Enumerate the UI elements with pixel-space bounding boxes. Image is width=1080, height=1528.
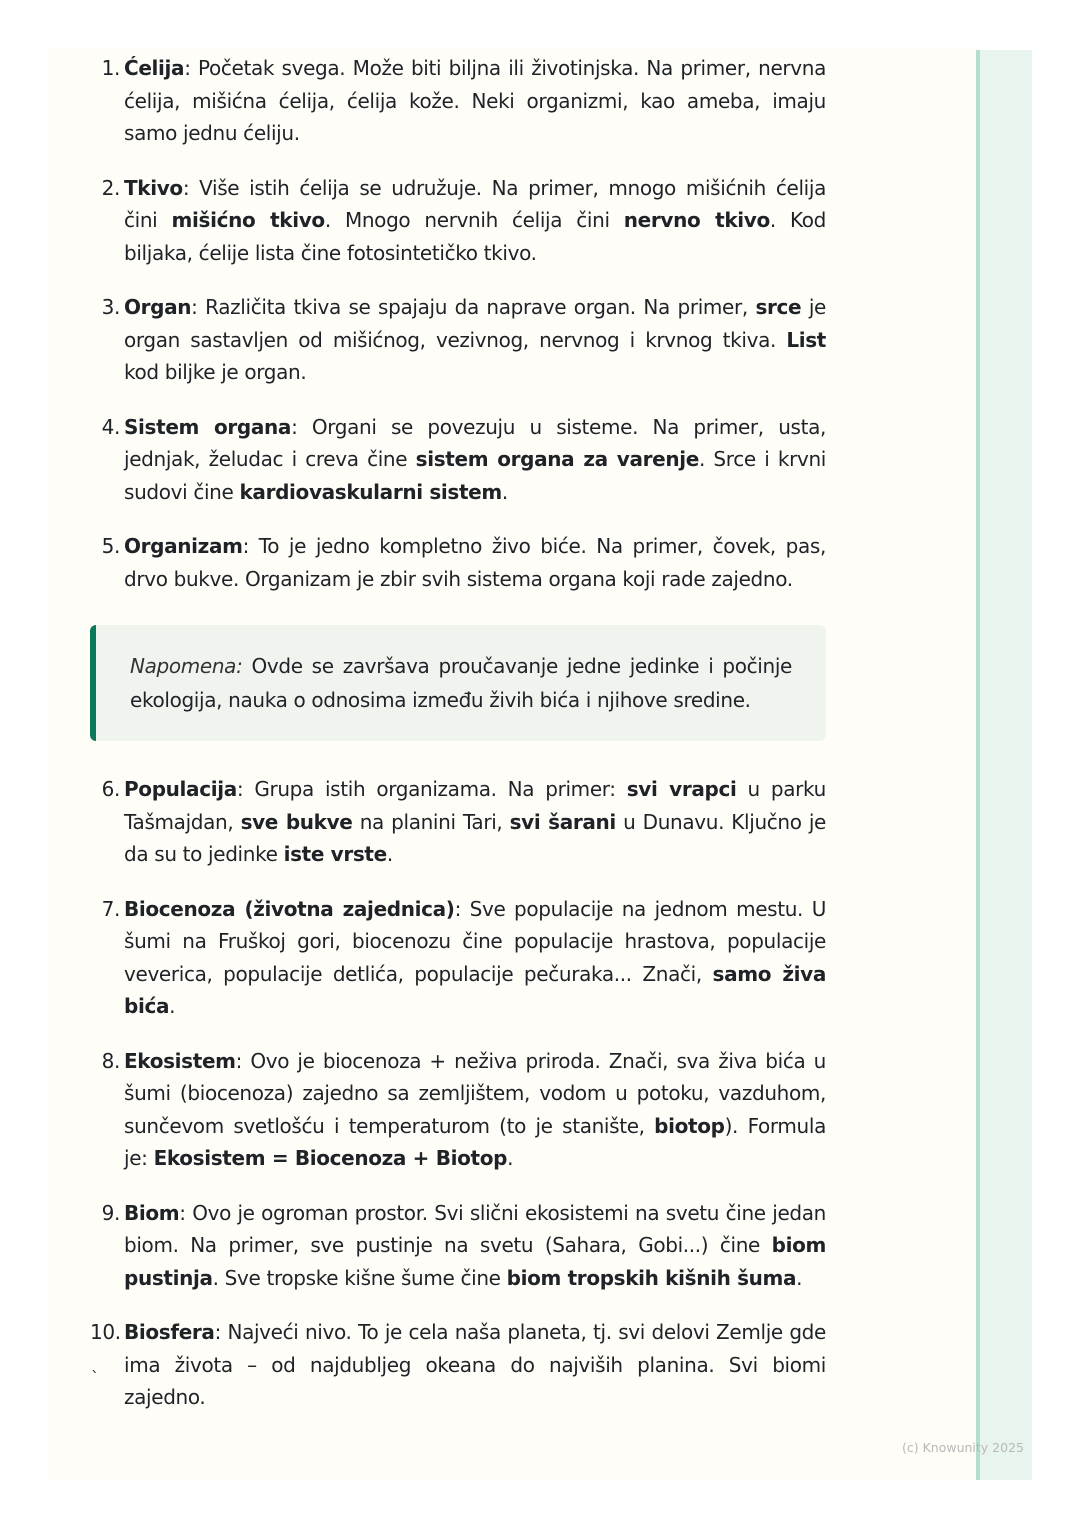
- bold-phrase: mišićno tkivo: [171, 208, 325, 232]
- list-item: [90, 773, 826, 871]
- item-text: . Mnogo nervnih ćelija čini: [324, 208, 624, 232]
- document-content: [90, 52, 826, 1436]
- item-number: 9.: [101, 1200, 120, 1225]
- list-item: [90, 52, 826, 150]
- bold-phrase: List: [786, 327, 826, 352]
- item-text: : Ovo je biocenoza + neživa priroda. Znači, sva živa bića u šumi (biocenoza) zajedno sa zemljištem, vodom u potoku, vazduhom, sunčevom svetlošću i temperaturom (to je stanište,: [124, 1048, 826, 1138]
- item-number: 3.: [101, 295, 120, 319]
- item-text: . Sve tropske kišne šume čine: [212, 1265, 507, 1290]
- item-text: : Ovo je ogroman prostor. Svi slični ekosistemi na svetu čine jedan biom. Na primer, sve pustinje na svetu (Sahara, Gobi...) čine: [124, 1200, 826, 1257]
- bold-phrase: Ekosistem = Biocenoza + Biotop: [153, 1146, 508, 1170]
- note-callout: [90, 625, 826, 741]
- bold-phrase: samo živa bića: [124, 961, 826, 1018]
- item-text: . Kod biljaka, ćelije lista čine fotosintetičko tkivo.: [124, 208, 826, 265]
- item-text: u parku Tašmajdan,: [124, 777, 826, 834]
- item-number: 1.: [101, 56, 120, 80]
- bold-phrase: kardiovaskularni sistem: [239, 479, 502, 504]
- item-text: : To je jedno kompletno živo biće. Na primer, čovek, pas, drvo bukve. Organizam je zbir svih sistema organa koji rade zajedno.: [124, 534, 826, 591]
- item-term: Biosfera: [124, 1320, 215, 1344]
- item-number: 10.: [90, 1320, 121, 1344]
- list-item: [90, 893, 826, 1023]
- item-number: 4.: [101, 414, 120, 439]
- list-item: [90, 411, 826, 509]
- item-number: 8.: [101, 1048, 120, 1073]
- item-term: Populacija: [124, 777, 237, 801]
- bold-phrase: nervno tkivo: [623, 208, 770, 232]
- item-term: Tkivo: [124, 175, 183, 200]
- list-item: [90, 1045, 826, 1175]
- bold-phrase: iste vrste: [283, 842, 387, 866]
- note-label: Napomena:: [130, 654, 243, 678]
- bold-phrase: svi šarani: [509, 809, 616, 834]
- item-text: : Organi se povezuju u sisteme. Na primer, usta, jednjak, želudac i creva čine: [124, 414, 826, 471]
- item-text: kod biljke je organ.: [124, 360, 307, 384]
- item-text: : Sve populacije na jednom mestu. U šumi na Fruškoj gori, biocenozu čine populacije hrastova, populacije veverica, populacije detlića, populacije pečuraka... Znači,: [124, 896, 826, 986]
- list-item: [90, 1316, 826, 1414]
- item-term: Sistem organa: [124, 414, 292, 439]
- item-number: 2.: [101, 175, 120, 200]
- side-decoration-strip: [976, 50, 1032, 1480]
- item-text: ). Formula je:: [124, 1113, 826, 1170]
- item-text: : Najveći nivo. To je cela naša planeta, tj. svi delovi Zemlje gde ima života – od najdubljeg okeana do najviših planina. Svi biomi zajedno.: [124, 1320, 826, 1409]
- list-item: [90, 530, 826, 595]
- item-term: Biom: [124, 1200, 180, 1225]
- item-term: Ekosistem: [124, 1048, 236, 1073]
- note-text: Ovde se završava proučavanje jedne jedinke i počinje ekologija, nauka o odnosima između živih bića i njihove sredine.: [130, 654, 792, 712]
- bold-phrase: biom tropskih kišnih šuma: [506, 1265, 797, 1290]
- item-number: 7.: [101, 896, 120, 921]
- list-item: [90, 291, 826, 389]
- item-text: : Grupa istih organizama. Na primer:: [236, 777, 627, 801]
- item-term: Organizam: [124, 534, 243, 558]
- list-item: [90, 1197, 826, 1295]
- item-term: Biocenoza (životna zajednica): [124, 896, 455, 921]
- item-text: u Dunavu. Ključno je da su to jedinke: [124, 809, 826, 866]
- item-number: 6.: [101, 777, 120, 801]
- item-text: .: [386, 842, 393, 866]
- item-term: Organ: [124, 295, 192, 319]
- copyright-footer: (c) Knowunity 2025: [902, 1440, 1024, 1455]
- item-text: : Početak svega. Može biti biljna ili životinjska. Na primer, nervna ćelija, mišićna ćelija, ćelija kože. Neki organizmi, kao ameba, imaju samo jednu ćeliju.: [124, 56, 826, 145]
- bold-phrase: biotop: [654, 1113, 725, 1138]
- organization-levels-list-part1: [90, 52, 826, 595]
- bold-phrase: sistem organa za varenje: [415, 447, 699, 471]
- organization-levels-list-part2: [90, 773, 826, 1414]
- bold-phrase: srce: [755, 295, 802, 319]
- item-text: : Različita tkiva se spajaju da naprave organ. Na primer,: [191, 295, 756, 319]
- item-text: .: [796, 1265, 803, 1290]
- item-text: .: [507, 1146, 514, 1170]
- bold-phrase: sve bukve: [240, 809, 353, 834]
- item-term: Ćelija: [124, 56, 185, 80]
- bold-phrase: svi vrapci: [626, 777, 737, 801]
- stray-backtick: `: [91, 1368, 99, 1387]
- list-item: [90, 172, 826, 270]
- item-number: 5.: [101, 534, 120, 558]
- item-text: .: [501, 479, 508, 504]
- item-text: . Srce i krvni sudovi čine: [124, 447, 826, 504]
- bold-phrase: biom pustinja: [124, 1233, 826, 1290]
- item-text: .: [169, 994, 176, 1018]
- item-text: : Više istih ćelija se udružuje. Na primer, mnogo mišićnih ćelija čini: [124, 175, 826, 232]
- item-text: na planini Tari,: [352, 809, 510, 834]
- item-text: je organ sastavljen od mišićnog, vezivnog, nervnog i krvnog tkiva.: [124, 295, 826, 352]
